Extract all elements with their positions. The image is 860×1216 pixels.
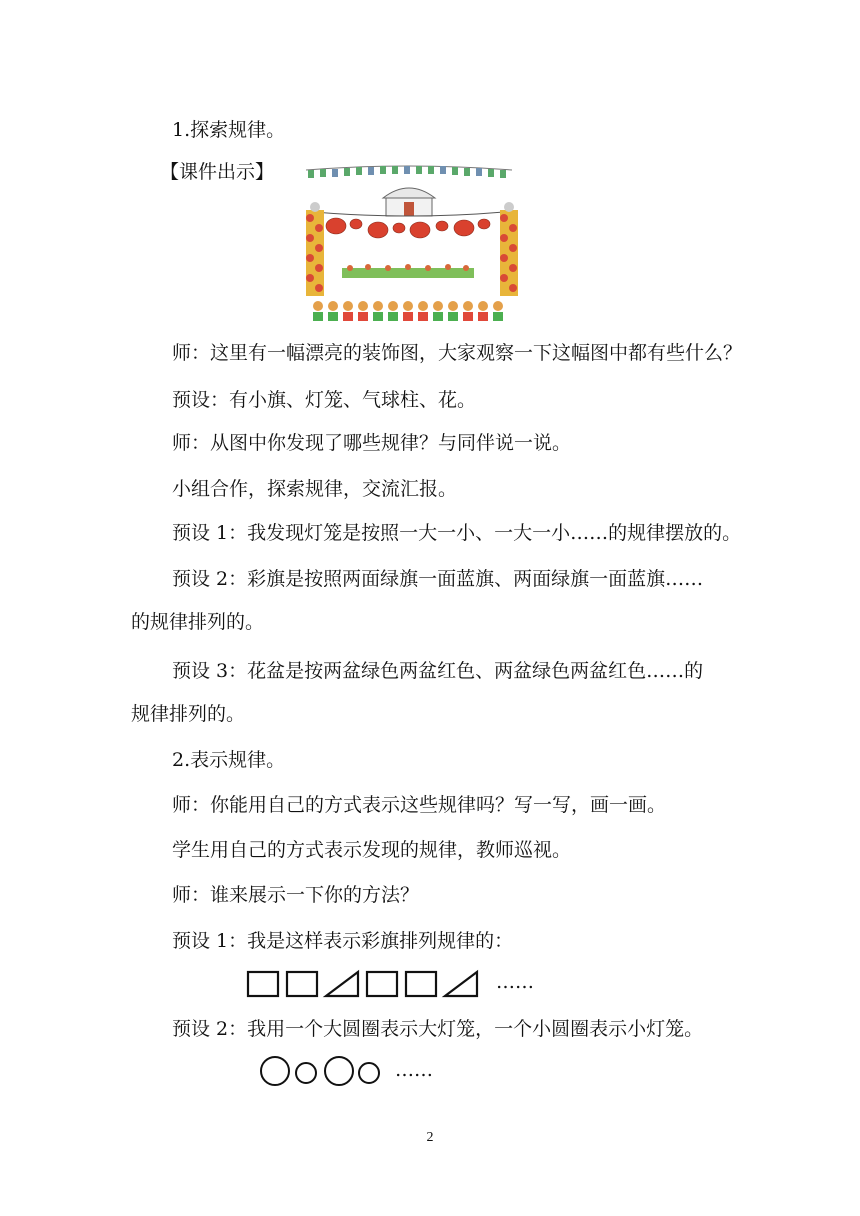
paragraph: 预设 1：我发现灯笼是按照一大一小、一大一小……的规律摆放的。 (172, 522, 742, 544)
flags-icon (306, 166, 512, 178)
paragraph: 预设 2：彩旗是按照两面绿旗一面蓝旗、两面绿旗一面蓝旗…… (172, 568, 704, 590)
shape-pattern (246, 969, 546, 1001)
paragraph: 预设 1：我是这样表示彩旗排列规律的： (172, 930, 514, 952)
yurt-icon (383, 188, 435, 216)
paragraph: 预设 3：花盆是按两盆绿色两盆红色、两盆绿色两盆红色……的 (172, 660, 704, 682)
section-title-1: 1.探索规律。 (172, 119, 286, 141)
lanterns-icon (326, 218, 490, 238)
shape-ellipsis: …… (496, 971, 534, 993)
big-circle-icon (325, 1057, 353, 1085)
big-circle-icon (261, 1057, 289, 1085)
circle-pattern (258, 1053, 448, 1089)
paragraph-continuation: 的规律排列的。 (131, 611, 265, 633)
circle-pattern-svg (258, 1053, 388, 1089)
paragraph: 师：谁来展示一下你的方法？ (172, 884, 420, 906)
page-number: 2 (426, 1130, 434, 1145)
flower-bed-icon (342, 264, 474, 278)
balloon-column-left-icon (306, 202, 324, 296)
small-circle-icon (296, 1063, 316, 1083)
triangle-icon (445, 972, 477, 996)
shape-pattern-svg (246, 969, 486, 1001)
square-icon (367, 972, 397, 996)
decoration-illustration (298, 160, 520, 325)
square-icon (287, 972, 317, 996)
paragraph-continuation: 规律排列的。 (131, 703, 246, 725)
courseware-label: 【课件出示】 (160, 161, 275, 183)
square-icon (248, 972, 278, 996)
paragraph: 预设 2：我用一个大圆圈表示大灯笼，一个小圆圈表示小灯笼。 (172, 1018, 704, 1040)
triangle-icon (326, 972, 358, 996)
paragraph: 小组合作，探索规律，交流汇报。 (172, 478, 458, 500)
paragraph: 师：这里有一幅漂亮的装饰图，大家观察一下这幅图中都有些什么？ (172, 342, 743, 364)
paragraph: 师：你能用自己的方式表示这些规律吗？写一写，画一画。 (172, 794, 667, 816)
paragraph: 学生用自己的方式表示发现的规律，教师巡视。 (172, 839, 572, 861)
small-circle-icon (359, 1063, 379, 1083)
square-icon (406, 972, 436, 996)
balloon-column-right-icon (500, 202, 518, 296)
paragraph: 师：从图中你发现了哪些规律？与同伴说一说。 (172, 432, 572, 454)
flower-pots-icon (313, 301, 503, 321)
paragraph: 预设：有小旗、灯笼、气球柱、花。 (172, 389, 477, 411)
section-title-2: 2.表示规律。 (172, 749, 286, 771)
circle-ellipsis: …… (395, 1059, 433, 1081)
